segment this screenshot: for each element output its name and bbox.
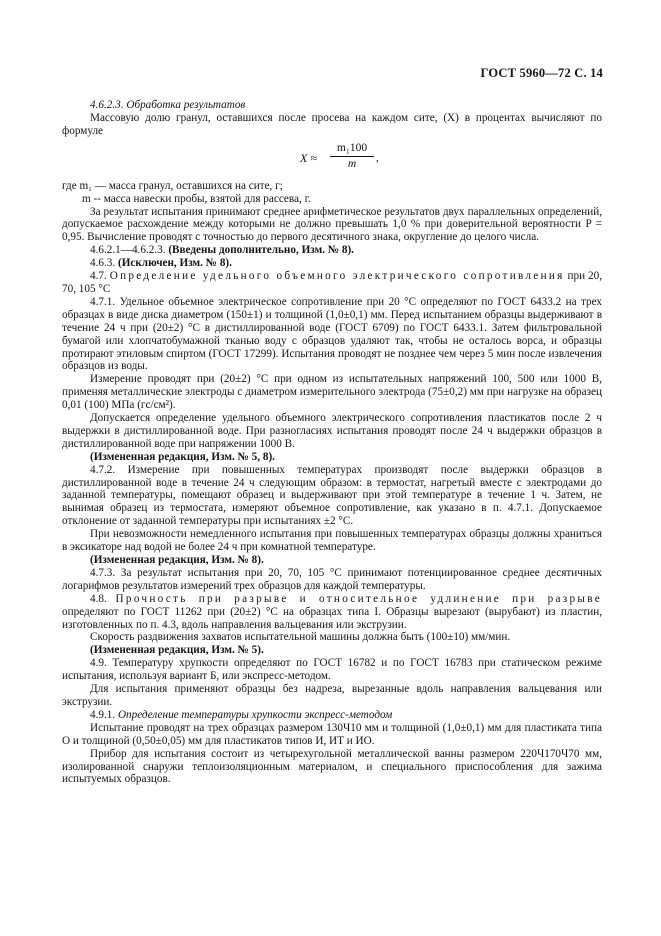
- definition-m: m -- масса навески пробы, взятой для рассева, г.: [82, 192, 311, 205]
- amendment-note: (Измененная редакция, Изм. № 5, 8).: [90, 450, 275, 463]
- formula-numerator: m₁100: [330, 142, 374, 157]
- amendment-note: (Измененная редакция, Изм. № 5).: [90, 644, 264, 657]
- paragraph: Скорость раздвижения захватов испытательной машины должна быть (100±10) мм/мин.: [90, 631, 511, 644]
- definition-m1: где m₁ — масса гранул, оставшихся на сите, г;: [62, 179, 283, 192]
- section-4-6-2-3-heading: 4.6.2.3. Обработка результатов: [90, 99, 246, 111]
- paragraph: Для испытания применяют образцы без надреза, вырезанные вдоль направления вальцевания или экструзии.: [62, 683, 602, 708]
- paragraph: Допускается определение удельного объемного электрического сопротивления пластикатов после 2 ч выдержки в дистиллированной воде. При разногласиях испытания проводят после 24 ч выдержки образцов в дистиллированной воде при напряжении 1000 В.: [62, 412, 602, 450]
- paragraph: Массовую долю гранул, оставшихся после просева на каждом сите, (X) в процентах вычисляют по формуле: [62, 111, 602, 137]
- formula-denominator: m: [347, 157, 357, 170]
- paragraph: При невозможности немедленного испытания при повышенных температурах образцы должны храниться в эксикаторе над водой не более 24 ч при комнатной температуре.: [62, 528, 602, 554]
- formula-lhs: X ≈: [300, 150, 317, 165]
- document-body: [62, 99, 602, 786]
- formula: X ≈ $\frac{\text{m₁100}}{m}$ ,: [300, 141, 379, 170]
- section-4-9-1-heading: 4.9.1. Определение температуры хрупкости экспресс-методом: [90, 708, 393, 721]
- section-4-7-heading: 4.7. Определение удельного объемного электрического сопротивления при 20, 70, 105 °C: [62, 270, 603, 295]
- paragraph: 4.9. Температуру хрупкости определяют по ГОСТ 16782 и по ГОСТ 16783 при статическом режиме испытания, используя вариант Б, или экспресс-методом.: [62, 657, 602, 683]
- amendment-note: 4.6.2.1—4.6.2.3. (Введены дополнительно, Изм. № 8).: [90, 244, 354, 257]
- paragraph: 4.7.1. Удельное объемное электрическое сопротивление при 20 °C определяют по ГОСТ 6433.2 на трех образцах в виде диска диаметром (150±1) и толщиной (1,0±0,1) мм. Перед испытанием образцы выдерживают в течение 24 ч при (20±2) °C в дистиллированной воде (ГОСТ 6709) по ГОСТ 6433.1. Затем фильтровальной бумагой или хлопчатобумажной тканью воду с образцов удаляют так, чтобы не осталось ворса, и образцы протирают этиловым спиртом (ГОСТ 17299). Испытания проводят не позднее чем через 5 мин после извлечения образцов из воды.: [62, 295, 602, 373]
- section-4-8-heading: 4.8. Прочность при разрыве и относительное удлинение при разрыве определяют по ГОСТ 11262 при (20±2) °C на образцах типа I. Образцы вырезают (вырубают) из пластин, изготовленных по п. 4.3, вдоль направления вальцевания или экструзии.: [62, 592, 603, 631]
- paragraph: Прибор для испытания состоит из четырехугольной металлической ванны размером 220Ч170Ч70 мм, изолированной снаружи теплоизоляционным материалом, и специального приспособления для зажима испытуемых образцов.: [62, 747, 602, 786]
- paragraph: 4.7.3. За результат испытания при 20, 70, 105 °C принимают потенциированное среднее десятичных логарифмов результатов измерений трех образцов для каждой температуры.: [62, 566, 602, 592]
- paragraph: Измерение проводят при (20±2) °C при одном из испытательных напряжений 100, 500 или 1000 В, применяя металлические электроды с диаметром измерительного электрода (75±0,2) мм при нагрузке на образец 0,01 (100) МПа (гс/см²).: [62, 373, 602, 412]
- formula-fraction: [330, 142, 374, 171]
- formula-definitions: [62, 180, 602, 206]
- amendment-note: 4.6.3. (Исключен, Изм. № 8).: [90, 257, 232, 270]
- page-header: ГОСТ 5960—72 С. 14: [480, 66, 603, 80]
- amendment-note: (Измененная редакция, Изм. № 8).: [90, 554, 264, 566]
- paragraph: Испытание проводят на трех образцах размером 130Ч10 мм и толщиной (1,0±0,1) мм для пластиката типа О и толщиной (0,50±0,05) мм для пластикатов типов И, ИТ и ИО.: [62, 721, 602, 747]
- paragraph: 4.7.2. Измерение при повышенных температурах производят после выдержки образцов в дистиллированной воде в течение 24 ч следующим образом: в термостат, нагретый вместе с электродами до заданной температуры, помещают образец и выдерживают при этой температуре в течение 1 ч. Затем, не вынимая образец из термостата, измеряют объемное сопротивление, как указано в п. 4.7.1. Допускаемое отклонение от заданной температуры при испытаниях ±2 °C.: [62, 463, 602, 528]
- paragraph: За результат испытания принимают среднее арифметическое результатов двух параллельных определений, допускаемое расхождение между которыми не должно превышать 1,0 % при доверительной вероятности P = 0,95. Вычисление проводят с точностью до первого десятичного знака, округление до целого числа.: [62, 205, 602, 244]
